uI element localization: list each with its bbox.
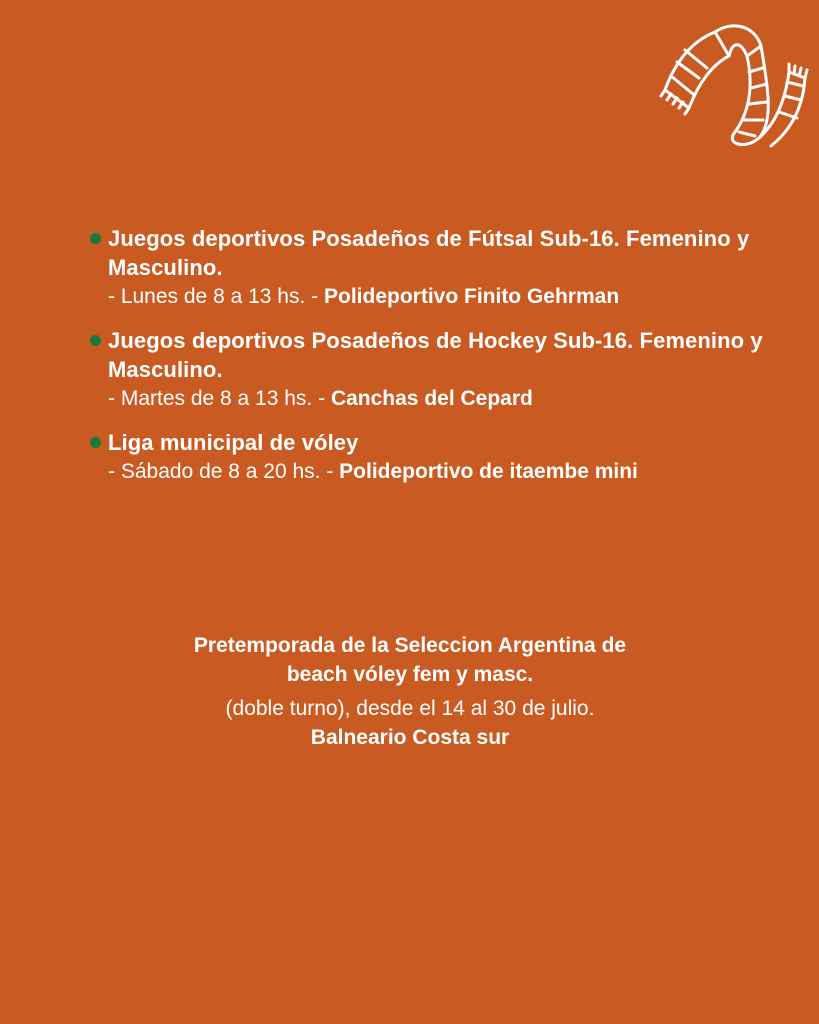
event-schedule: - Sábado de 8 a 20 hs. - [108, 460, 334, 483]
event-item [90, 224, 790, 312]
event-item [90, 428, 790, 487]
event-title: Juegos deportivos Posadeños de Fútsal Sub-16. Femenino y Masculino. [108, 226, 750, 280]
event-place: Canchas del Cepard [330, 387, 533, 410]
notice-line-4: Balneario Costa sur [310, 726, 510, 749]
bullet-dot [90, 335, 101, 346]
bullet-dot [90, 233, 101, 244]
event-schedule: - Martes de 8 a 13 hs. - [108, 387, 326, 410]
event-detail [108, 457, 790, 487]
event-detail [108, 282, 790, 312]
event-title: Liga municipal de vóley [108, 430, 359, 455]
event-detail [108, 384, 790, 414]
notice-line-1: Pretemporada de la Seleccion Argentina de [193, 634, 627, 657]
event-title: Juegos deportivos Posadeños de Hockey Sub-16. Femenino y Masculino. [108, 328, 763, 382]
notice-line-2: beach vóley fem y masc. [286, 663, 534, 686]
scarf-icon [655, 12, 815, 152]
event-place: Polideportivo de itaembe mini [339, 460, 638, 483]
preseason-notice [100, 631, 720, 752]
event-place: Polideportivo Finito Gehrman [323, 285, 620, 308]
notice-line-3: (doble turno), desde el 14 al 30 de julio. [225, 697, 595, 720]
events-list [90, 224, 790, 501]
event-schedule: - Lunes de 8 a 13 hs. - [108, 285, 319, 308]
event-item [90, 326, 790, 414]
bullet-dot [90, 437, 101, 448]
